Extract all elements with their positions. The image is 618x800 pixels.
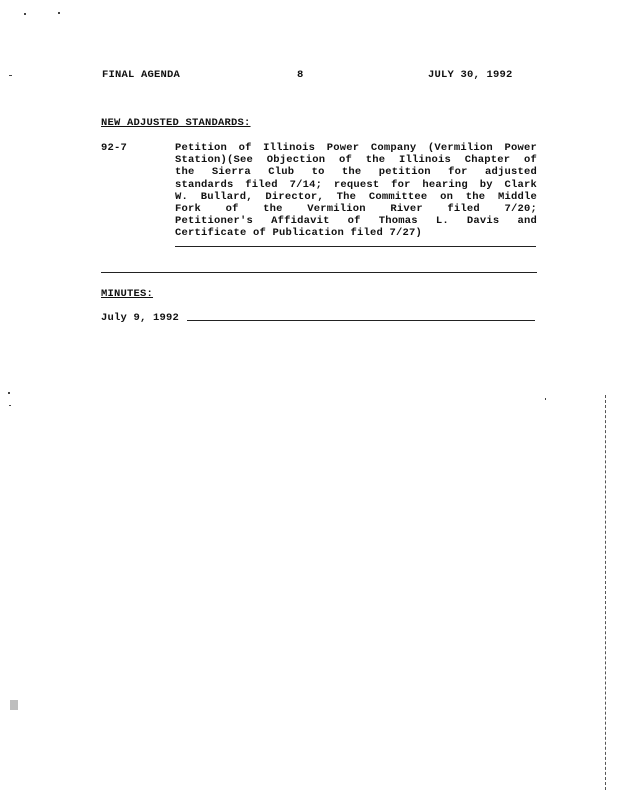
minutes-date: July 9, 1992 xyxy=(101,312,180,324)
scan-speck xyxy=(8,392,10,394)
scan-margin-line xyxy=(605,395,606,790)
item-line: standards filed 7/14; request for hearing by Clark xyxy=(175,178,537,191)
scan-speck xyxy=(24,13,26,15)
scan-speck xyxy=(9,405,11,406)
item-line: Fork of the Vermilion River filed 7/20; xyxy=(175,203,537,216)
minutes-rule xyxy=(187,320,535,321)
item-line: Station)(See Objection of the Illinois Chapter of xyxy=(175,154,537,167)
section-heading: NEW ADJUSTED STANDARDS: xyxy=(101,117,251,129)
scan-speck xyxy=(10,700,18,710)
item-line: Certificate of Publication filed 7/27) xyxy=(175,227,423,240)
page-number: 8 xyxy=(297,69,304,81)
item-line: Petitioner's Affidavit of Thomas L. Davis and xyxy=(175,215,537,228)
scan-speck xyxy=(58,12,60,14)
agenda-title: FINAL AGENDA xyxy=(102,69,181,81)
item-line: Petition of Illinois Power Company (Vermilion Power xyxy=(175,142,537,154)
minutes-heading: MINUTES: xyxy=(101,288,154,300)
item-number: 92-7 xyxy=(101,142,128,154)
item-signature-rule xyxy=(175,246,536,247)
scan-speck xyxy=(9,75,12,76)
item-line: W. Bullard, Director, The Committee on the Middle xyxy=(175,190,537,203)
item-description xyxy=(175,142,537,240)
section-divider xyxy=(101,272,537,273)
agenda-date: JULY 30, 1992 xyxy=(428,69,513,81)
item-line: the Sierra Club to the petition for adjusted xyxy=(175,166,537,179)
scan-speck xyxy=(545,398,546,400)
